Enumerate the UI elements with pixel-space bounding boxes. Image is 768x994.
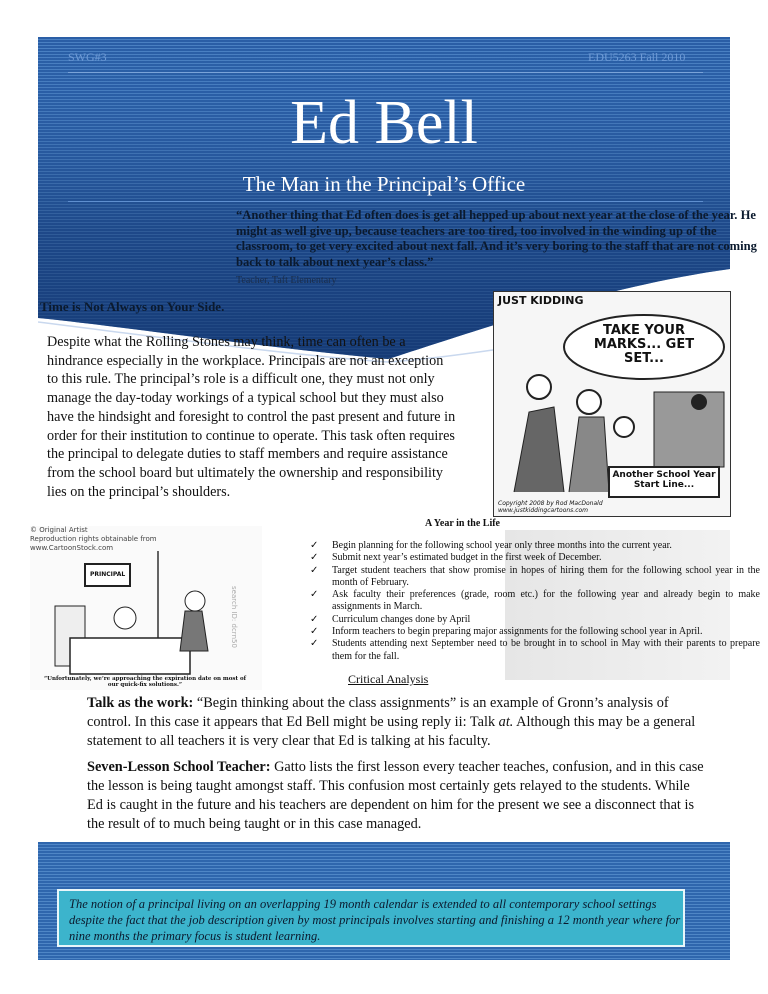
subtitle-divider (68, 201, 703, 202)
seven-lesson-paragraph: Seven-Lesson School Teacher: Gatto lists the first lesson every teacher teaches, confusion, and in this case the lesson is being taught amongst staff. This confusion most certainly gets relayed to the students. While Ed is caught in the future and his teachers are dependent on him for the present we see a disconnect that is the result of to much being taught or in this case managed. (87, 759, 704, 832)
checkmark-icon: ✓ (310, 540, 319, 551)
list-item: ✓ Target student teachers that show promise in hopes of hiring them for the following school year in the month of February. (310, 564, 760, 588)
footer-text: The notion of a principal living on an overlapping 19 month calendar is extended to all contemporary school settings despite the fact that the job description given by most principals involves starting and finishing a 12 month year where for nine months the primary focus is student learning. (69, 897, 681, 943)
just-kidding-cartoon (493, 291, 731, 517)
checkmark-icon: ✓ (310, 589, 319, 601)
quote-source: Teacher, Taft Elementary (236, 275, 337, 286)
checkmark-icon: ✓ (310, 552, 319, 564)
principal-sign: PRINCIPAL (90, 571, 126, 578)
page-subtitle: The Man in the Principal’s Office (242, 172, 526, 196)
cartoon-credit: © Original Artist Reproduction rights obtainable from www.CartoonStock.com (30, 526, 157, 552)
paragraph-label: Talk as the work: (87, 695, 194, 711)
search-id: search ID: dcrn50 (230, 586, 238, 648)
list-item: ✓ Inform teachers to begin preparing major assignments for the following school year in April. (310, 626, 703, 638)
cartoon-brand: JUST KIDDING (498, 294, 584, 307)
course-tag-left: SWG#3 (68, 50, 107, 64)
list-item: ✓ Students attending next September need to be brought in to school in May with their parents to prepare them for the fall. (310, 638, 760, 662)
cartoon-drawing (30, 526, 262, 690)
checkmark-icon: ✓ (310, 613, 319, 625)
pull-quote: “Another thing that Ed often does is get all hepped up about next year at the close of the year. He might as well give up, because teachers are too tired, too involved in the winding up of the classroom, to get very excited about next fall. And it’s very boring to the staff that are not coming back to talk about next year’s class.” (236, 208, 757, 269)
intro-paragraph: Despite what the Rolling Stones may think, time can often be a hindrance especially in the workplace. Principals are not an exception to this rule. The principal’s role is a difficult one, they must not only manage the day-today workings of a typical school but they must also have the hindsight and foresight to control the past present and future in order for their institution to continue to operate. This task often requires the principal to delegate duties to staff members and require assistance from the school board but ultimately the ownership and responsibility lies on the principal’s shoulders. (47, 334, 456, 500)
list-title: A Year in the Life (425, 518, 500, 529)
cartoon-credit: Copyright 2008 by Rod MacDonald www.justkiddingcartoons.com (498, 500, 603, 514)
list-item: ✓ Submit next year’s estimated budget in the first week of December. (310, 552, 602, 564)
paragraph-label: Seven-Lesson School Teacher: (87, 759, 271, 775)
list-item: ✓ Begin planning for the following school year only three months into the current year. (310, 540, 672, 551)
course-tag-right: EDU5263 Fall 2010 (588, 50, 686, 64)
checkmark-icon: ✓ (310, 564, 319, 576)
page-title: Ed Bell (290, 89, 478, 157)
cartoon-sign: Another School Year Start Line... (612, 470, 716, 490)
checkmark-icon: ✓ (310, 638, 319, 650)
header-divider (68, 72, 703, 73)
principal-cartoon (30, 526, 262, 690)
critical-analysis-heading: Critical Analysis (348, 672, 429, 686)
cartoon-caption: “Unfortunately, we’re approaching the expiration date on most of our quick-fix solutions.” (43, 676, 247, 688)
footer-callout (57, 889, 685, 947)
section-title: Time is Not Always on Your Side. (40, 299, 225, 314)
list-item: ✓ Curriculum changes done by April (310, 613, 471, 625)
checkmark-icon: ✓ (310, 626, 319, 638)
list-item: ✓ Ask faculty their preferences (grade, room etc.) for the following year and already begin to make assignments in March. (310, 589, 760, 613)
talk-as-work-paragraph: Talk as the work: “Begin thinking about the class assignments” is an example of Gronn’s analysis of control. In this case it appears that Ed Bell might be using reply ii: Talk at. Although this may be a general statement to all teachers it is very clear that Ed is talking at his faculty. (87, 695, 696, 749)
year-checklist (310, 540, 760, 663)
cartoon-speech: TAKE YOUR MARKS... GET SET... (593, 323, 695, 366)
